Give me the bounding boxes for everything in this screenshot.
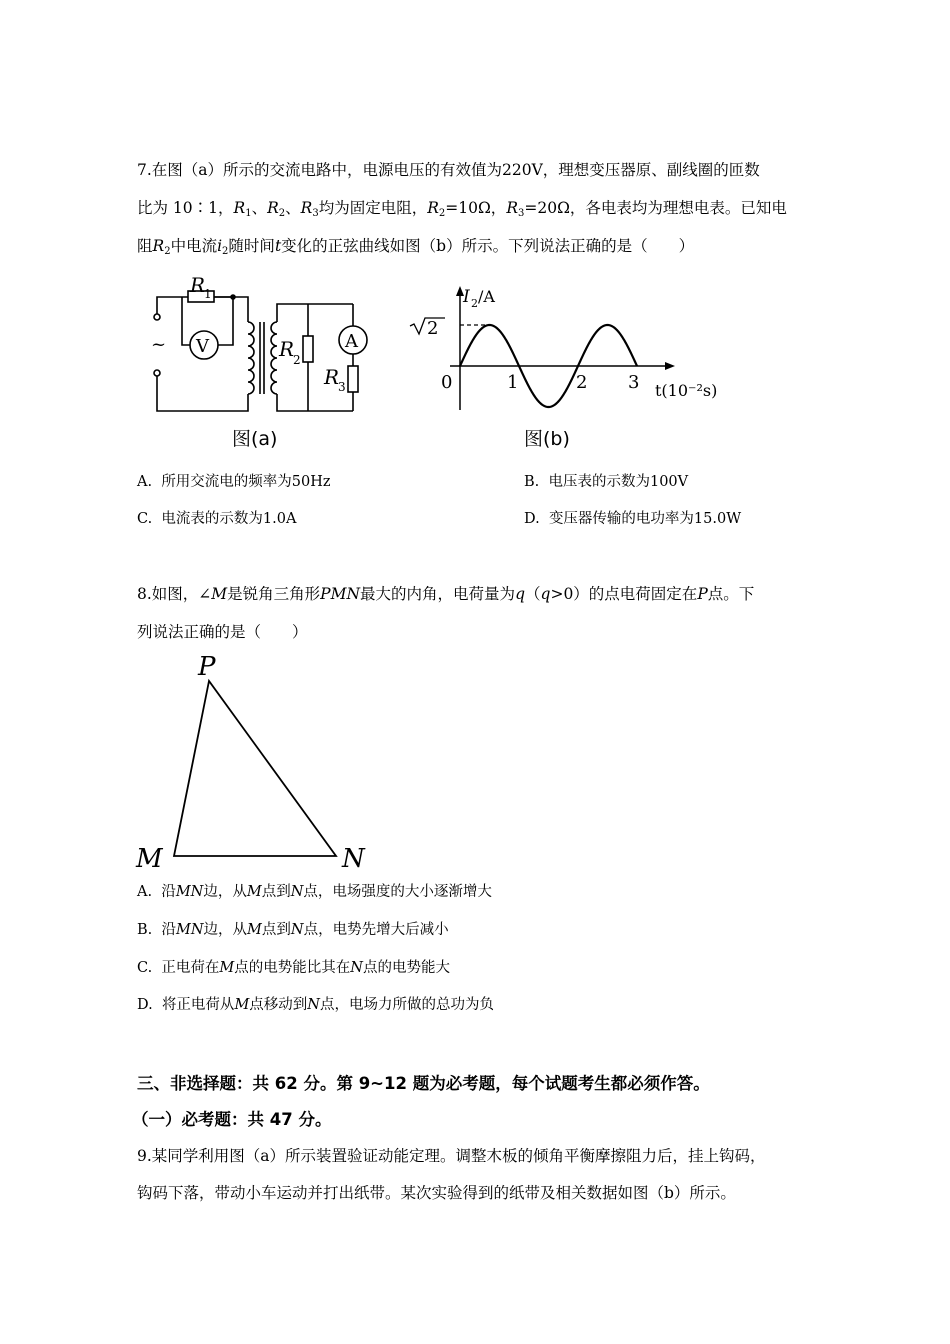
section-3-title: 三、非选择题：共 62 分。第 9~12 题为必考题，每个试题考生都必须作答。 bbox=[137, 1074, 710, 1093]
y-axis-unit: /A bbox=[478, 287, 495, 306]
point-n-label: N bbox=[342, 844, 365, 874]
q8-line-1: 8.如图，∠M是锐角三角形PMN最大的内角，电荷量为q（q>0）的点电荷固定在P点。下 bbox=[137, 585, 755, 603]
r1-label: R bbox=[190, 273, 206, 297]
ac-source-symbol: ~ bbox=[151, 334, 167, 355]
r2-label: R bbox=[279, 337, 295, 361]
q7-line-3: 阻$R_2$中电流$i_2$随时间t变化的正弦曲线如图（b）所示。下列说法正确的是（ ） bbox=[137, 237, 695, 257]
q7-line-2: 比为 10∶1，$R_1$、$R_2$、$R_3$均为固定电阻，$R_2=10\Omega$，$R_3=20\Omega$，各电表均为理想电表。已知电 bbox=[137, 199, 787, 219]
r2-sub: 2 bbox=[293, 353, 301, 367]
q7-option-c: C. 电流表的示数为1.0A bbox=[137, 511, 297, 527]
y-tick-sqrt2: 2 bbox=[427, 318, 439, 339]
point-p-label: P bbox=[198, 652, 216, 682]
q8-line-2: 列说法正确的是（ ） bbox=[137, 623, 308, 641]
y-axis-label: I bbox=[463, 287, 470, 307]
triangle-pmn bbox=[130, 645, 380, 875]
ammeter-label: A bbox=[345, 331, 358, 352]
x-axis-label: t(10⁻²s) bbox=[655, 381, 718, 400]
q7-option-a: A. 所用交流电的频率为50Hz bbox=[137, 474, 331, 490]
point-m-label: M bbox=[136, 844, 163, 874]
q8-option-a: A. 沿MN边，从M点到N点，电场强度的大小逐渐增大 bbox=[137, 884, 492, 900]
r3-label: R bbox=[324, 365, 340, 389]
q9-line-2: 钩码下落，带动小车运动并打出纸带。某次实验得到的纸带及相关数据如图（b）所示。 bbox=[137, 1184, 736, 1202]
q8-option-c: C. 正电荷在M点的电势能比其在N点的电势能大 bbox=[137, 960, 450, 976]
sine-figure-b bbox=[405, 282, 725, 422]
section-3-subtitle: （一）必考题：共 47 分。 bbox=[132, 1110, 332, 1129]
voltmeter-label: V bbox=[196, 336, 209, 357]
r3-sub: 3 bbox=[338, 380, 346, 394]
q9-line-1: 9.某同学利用图（a）所示装置验证动能定理。调整木板的倾角平衡摩擦阻力后，挂上钩码， bbox=[137, 1147, 766, 1165]
q8-option-d: D. 将正电荷从M点移动到N点，电场力所做的总功为负 bbox=[137, 997, 494, 1013]
y-axis-label-sub: 2 bbox=[471, 297, 478, 310]
q7-option-b: B. 电压表的示数为100V bbox=[524, 474, 689, 490]
figure-a-caption: 图(a) bbox=[232, 428, 278, 450]
x-tick-2: 2 bbox=[576, 372, 588, 393]
x-tick-3: 3 bbox=[628, 372, 640, 393]
x-tick-0: 0 bbox=[441, 372, 453, 393]
figure-b-caption: 图(b) bbox=[524, 428, 570, 450]
q7-option-d: D. 变压器传输的电功率为15.0W bbox=[524, 511, 742, 527]
q7-line-1: 7.在图（a）所示的交流电路中，电源电压的有效值为220V，理想变压器原、副线圈的匝数 bbox=[137, 161, 760, 179]
circuit-figure-a bbox=[140, 270, 390, 420]
r1-sub: 1 bbox=[204, 287, 212, 301]
q8-option-b: B. 沿MN边，从M点到N点，电势先增大后减小 bbox=[137, 922, 449, 938]
x-tick-1: 1 bbox=[507, 372, 519, 393]
